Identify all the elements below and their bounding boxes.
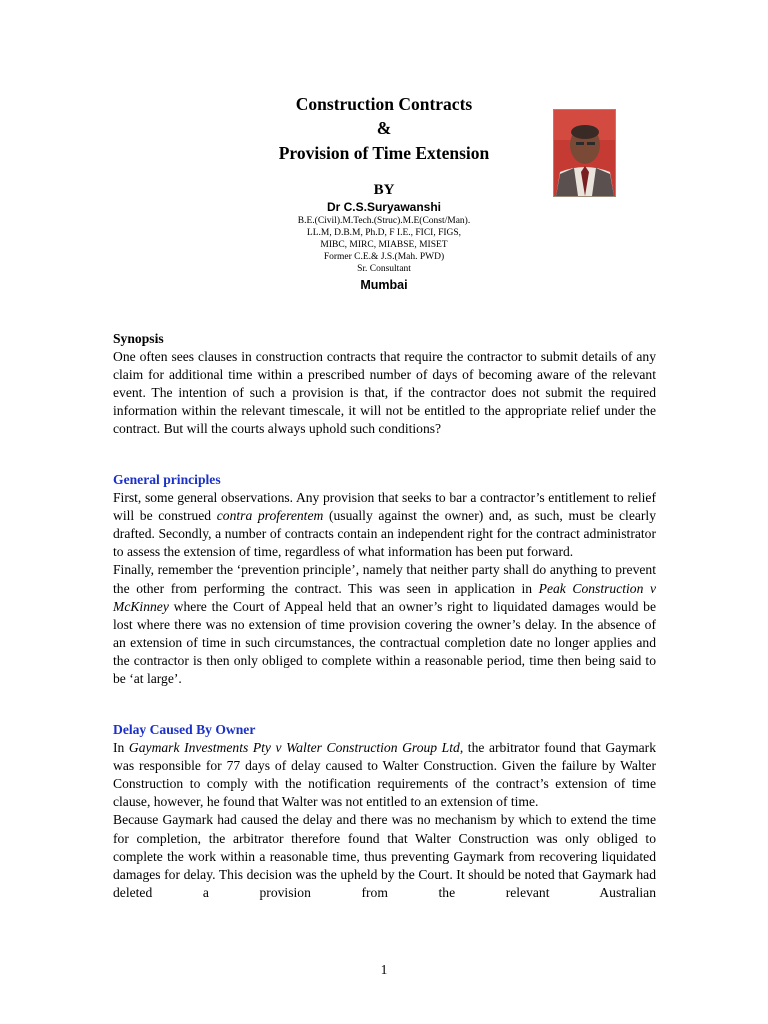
synopsis-paragraph: One often sees clauses in construction contracts that require the contractor to submit details of any claim for additional time within a prescribed number of days of becoming aware of the relevant event. The intention of such a provision is that, if the contractor does not submit the required information within the relevant timescale, it will not be entitled to the appropriate relief under the contract. But will the courts always uphold such conditions? xyxy=(113,349,656,437)
title-line-1: Construction Contracts xyxy=(295,94,473,114)
general-paragraph-2: Finally, remember the ‘prevention principle’, namely that neither party shall do anything to prevent the other from performing the contract. This was seen in application in Peak Construction v McKinney where the Court of Appeal held that an owner’s right to liquidated damages would be lost where there was no extension of time provision covering the owner’s delay. In the absence of an extension of time in such circumstances, the contractual completion date no longer applies and the contractor is then only obliged to complete within a reasonable period, time then being said to be ‘at large’. xyxy=(113,562,657,687)
author-qualification: Sr. Consultant xyxy=(357,264,411,274)
delay-heading: Delay Caused By Owner xyxy=(113,722,256,737)
general-principles-heading: General principles xyxy=(113,472,221,487)
author-qualification: MIBC, MIRC, MIABSE, MISET xyxy=(320,240,448,250)
general-paragraph-1: First, some general observations. Any provision that seeks to bar a contractor’s entitlement to relief will be construed contra proferentem (usually against the owner) and, as such, must be clearly drafted. Secondly, a number of contracts contain an independent right for the contract administrator to assess the extension of time, regardless of what information has been put forward. xyxy=(113,490,656,560)
title-ampersand: & xyxy=(376,118,392,138)
author-qualification: Former C.E.& J.S.(Mah. PWD) xyxy=(323,252,445,262)
delay-section xyxy=(113,721,656,902)
general-principles-section xyxy=(113,471,656,688)
synopsis-heading: Synopsis xyxy=(113,331,164,346)
delay-paragraph-1: In Gaymark Investments Pty v Walter Construction Group Ltd, the arbitrator found that Gaymark was responsible for 77 days of delay caused to Walter Construction. Given the failure by Walter Construction to comply with the notification requirements of the contract’s extension of time clause, however, he found that Walter was not entitled to an extension of time. xyxy=(113,740,656,810)
title-line-2: Provision of Time Extension xyxy=(278,143,490,163)
delay-paragraph-2: Because Gaymark had caused the delay and there was no mechanism by which to extend the time for completion, the arbitrator therefore found that Walter Construction was only obliged to complete the work within a reasonable time, thus preventing Gaymark from recovering liquidated damages for delay. This decision was the upheld by the Court. It should be noted that Gaymark had deleted a provision from the relevant Australian xyxy=(113,812,656,900)
author-qualification: LL.M, D.B.M, Ph.D, F I.E., FICI, FIGS, xyxy=(306,228,462,238)
author-qualification: B.E.(Civil).M.Tech.(Struc).M.E(Const/Man). xyxy=(297,216,471,226)
byline-by: BY xyxy=(373,182,395,198)
page-number: 1 xyxy=(380,962,388,977)
author-name: Dr C.S.Suryawanshi xyxy=(326,200,442,214)
author-city: Mumbai xyxy=(360,278,408,292)
synopsis-section xyxy=(113,330,656,439)
